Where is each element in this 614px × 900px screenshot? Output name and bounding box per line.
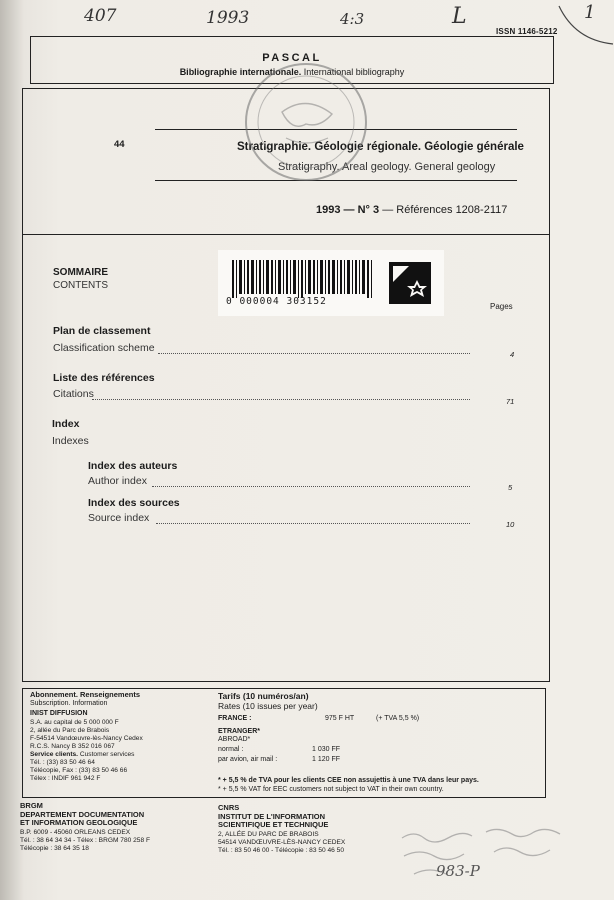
france-tva: (+ TVA 5,5 %)	[376, 715, 420, 722]
toc-item-en: Author index	[88, 475, 147, 487]
toc-page: 10	[506, 520, 515, 529]
pages-label: Pages	[490, 302, 513, 311]
publication-title: PASCAL	[262, 52, 322, 64]
vat-note-fr: * + 5,5 % de TVA pour les clients CEE non assujettis à une TVA dans leur pays.	[218, 777, 479, 784]
tarifs-fr: Tarifs (10 numéros/an)	[218, 691, 309, 701]
service-fr: Service clients.	[30, 750, 79, 758]
service-line: Télécopie, Fax : (33) 83 50 46 66	[30, 766, 128, 774]
issue-number: N° 3	[357, 204, 380, 216]
brgm-address: B.P. 6009 - 45060 ORLEANS CEDEX	[20, 828, 131, 836]
cnrs-name: CNRS	[218, 803, 240, 812]
contents-title-fr: SOMMAIRE	[53, 267, 108, 278]
section-divider	[22, 234, 550, 235]
handwritten-year: 1993	[206, 8, 250, 28]
subscription-en: Subscription. Information	[30, 699, 108, 707]
brgm-address: Tél. : 38 64 34 34 - Télex : BRGM 780 258 F	[20, 836, 150, 844]
toc-page: 4	[510, 350, 515, 359]
normal-label: normal :	[218, 746, 244, 753]
inist-name: INIST DIFFUSION	[30, 710, 88, 718]
tarifs-en: Rates (10 issues per year)	[218, 700, 318, 711]
handwritten-number: 407	[84, 6, 117, 26]
service-line: Tél. : (33) 83 50 46 64	[30, 758, 95, 766]
toc-leader	[92, 399, 470, 400]
issue-year: 1993	[316, 204, 341, 216]
cnrs-line: INSTITUT DE L'INFORMATION	[218, 811, 326, 821]
issue-separator: —	[343, 204, 355, 216]
subtitle-fr: Bibliographie internationale.	[179, 67, 302, 77]
cnrs-block	[218, 804, 345, 855]
toc-item-fr: Index des auteurs	[88, 460, 178, 472]
toc-item-fr: Liste des références	[53, 372, 155, 384]
france-label: FRANCE :	[218, 715, 252, 722]
section-number: 44	[114, 139, 125, 150]
etranger-en: ABROAD*	[218, 736, 251, 743]
normal-price: 1 030 FF	[312, 746, 341, 753]
toc-item-fr: Index	[52, 418, 80, 430]
toc-item-fr: Plan de classement	[53, 325, 151, 337]
brgm-address: Télécopie : 38 64 35 18	[20, 844, 89, 852]
service-line: Télex : INDIF 961 942 F	[30, 774, 101, 782]
stamp-handwritten-note: 983-P	[436, 862, 480, 880]
cnrs-address: 2, ALLÉE DU PARC DE BRABOIS	[218, 830, 319, 838]
inist-line: 2, allée du Parc de Brabois	[30, 726, 110, 734]
brgm-line: ET INFORMATION GEOLOGIQUE	[20, 818, 138, 827]
toc-leader	[158, 353, 470, 354]
section-title-fr: Stratigraphie. Géologie régionale. Géologie générale	[237, 141, 524, 153]
handwritten-corner-number: 1	[584, 2, 596, 23]
corner-circle-mark	[555, 0, 614, 48]
rates-block	[218, 692, 318, 711]
cnrs-line: SCIENTIFIQUE ET TECHNIQUE	[218, 820, 329, 829]
barcode-icon	[226, 258, 386, 300]
toc-item-fr: Index des sources	[88, 497, 180, 509]
handwritten-issue: 4:3	[340, 10, 365, 28]
issn: ISSN 1146-5212	[496, 27, 558, 36]
ownership-stamp	[394, 824, 604, 898]
inist-line: S.A. au capital de 5 000 000 F	[30, 718, 119, 726]
toc-item-en: Indexes	[52, 435, 89, 447]
subscription-block	[30, 691, 210, 783]
brgm-block	[20, 802, 150, 853]
cnrs-address: Tél. : 83 50 46 00 - Télécopie : 83 50 46 50	[218, 846, 344, 854]
subscription-fr: Abonnement. Renseignements	[30, 690, 141, 699]
inist-line: F-54514 Vandœuvre-lès-Nancy Cedex	[30, 734, 143, 742]
etranger-fr: ETRANGER*	[218, 728, 261, 735]
avion-label: par avion, air mail :	[218, 756, 278, 763]
vat-note-en: * + 5,5 % VAT for EEC customers not subject to VAT in their own country.	[218, 786, 444, 793]
avion-price: 1 120 FF	[312, 756, 341, 763]
issue-references: — Références 1208-2117	[382, 204, 508, 216]
publisher-logo	[389, 262, 431, 304]
library-stamp	[240, 58, 372, 188]
service-en: Customer services	[79, 750, 135, 758]
brgm-name: BRGM	[20, 801, 43, 810]
toc-item-en: Citations	[53, 388, 94, 400]
toc-page: 5	[508, 483, 513, 492]
section-title-en: Stratigraphy. Areal geology. General geology	[278, 161, 496, 173]
toc-leader	[152, 486, 470, 487]
inist-line: R.C.S. Nancy B 352 016 067	[30, 742, 115, 750]
contents-title-en: CONTENTS	[53, 280, 108, 291]
france-price: 975 F HT	[325, 715, 355, 722]
toc-leader	[156, 523, 470, 524]
toc-item-en: Source index	[88, 512, 150, 524]
subtitle-en: International bibliography	[303, 67, 405, 77]
brgm-line: DEPARTEMENT DOCUMENTATION	[20, 809, 145, 819]
handwritten-letter: L	[452, 4, 467, 29]
barcode-number: 0 000004 303152	[226, 296, 327, 307]
issue-line	[316, 204, 507, 216]
toc-page: 71	[506, 397, 515, 406]
toc-item-en: Classification scheme	[53, 342, 155, 354]
cnrs-address: 54514 VANDŒUVRE-LÈS-NANCY CEDEX	[218, 838, 346, 846]
